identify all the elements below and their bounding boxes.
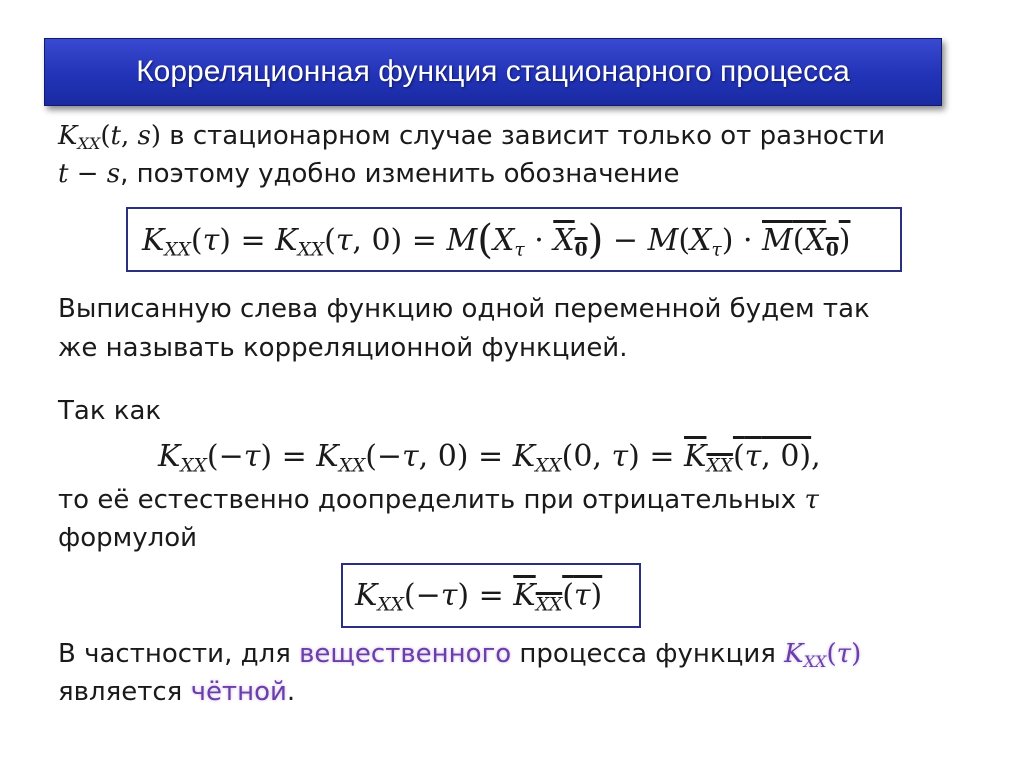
formula-negative-tau: $K_{XX}(-\tau) = K_{XX}(\tau)$ [355,578,603,616]
paragraph-1-text-b: , поэтому удобно изменить обозначение [120,159,680,189]
formula-t-minus-s: t − s [58,159,121,189]
paragraph-4-text-d: . [286,677,296,707]
tau-symbol: τ [804,485,819,515]
paragraph-1-line-1 [58,120,885,160]
paragraph-4-text-a: В частности, для [58,639,300,669]
paragraph-3-text-a: то её естественно доопределить при отрицательных [58,485,805,515]
paragraph-2-line-2: же называть корреляционной функцией. [58,333,628,363]
paragraph-4-line-2 [58,676,295,708]
formula-symmetry: $K_{XX}(-\tau) = K_{XX}(-\tau$, $0) = K_{XX}(0$, $\tau) = K_{XX}(\tau$, 0), [158,439,821,477]
paragraph-4-text-c: является [58,677,191,707]
formula-kxx-ts: $K_{XX}(t$, s) [58,121,162,153]
formula-kxx-tau-inline: $K_{XX}(\tau)$ [784,639,862,671]
paragraph-2-line-1: Выписанную слева функцию одной переменной будем так [58,294,870,324]
paragraph-1-line-2 [58,158,679,190]
highlight-real: вещественного [299,639,512,669]
highlight-even: чётной [190,677,287,707]
slide-title-bar [44,38,942,106]
paragraph-3-intro: Так как [58,396,162,426]
paragraph-3-line-b: формулой [58,523,198,553]
formula-kxx-tau-definition: $K_{XX}(\tau) = K_{XX}(\tau$, $0) = M(X_\tau \cdot X_0) - M(X_\tau) \cdot M(X_0)$ [142,215,851,263]
paragraph-3-line-a [58,484,819,516]
slide-title: Корреляционная функция стационарного процесса [136,55,850,88]
paragraph-1-text-a: в стационарном случае зависит только от разности [161,121,886,151]
paragraph-4-line-1 [58,638,861,678]
paragraph-4-text-b: процесса функция [511,639,785,669]
